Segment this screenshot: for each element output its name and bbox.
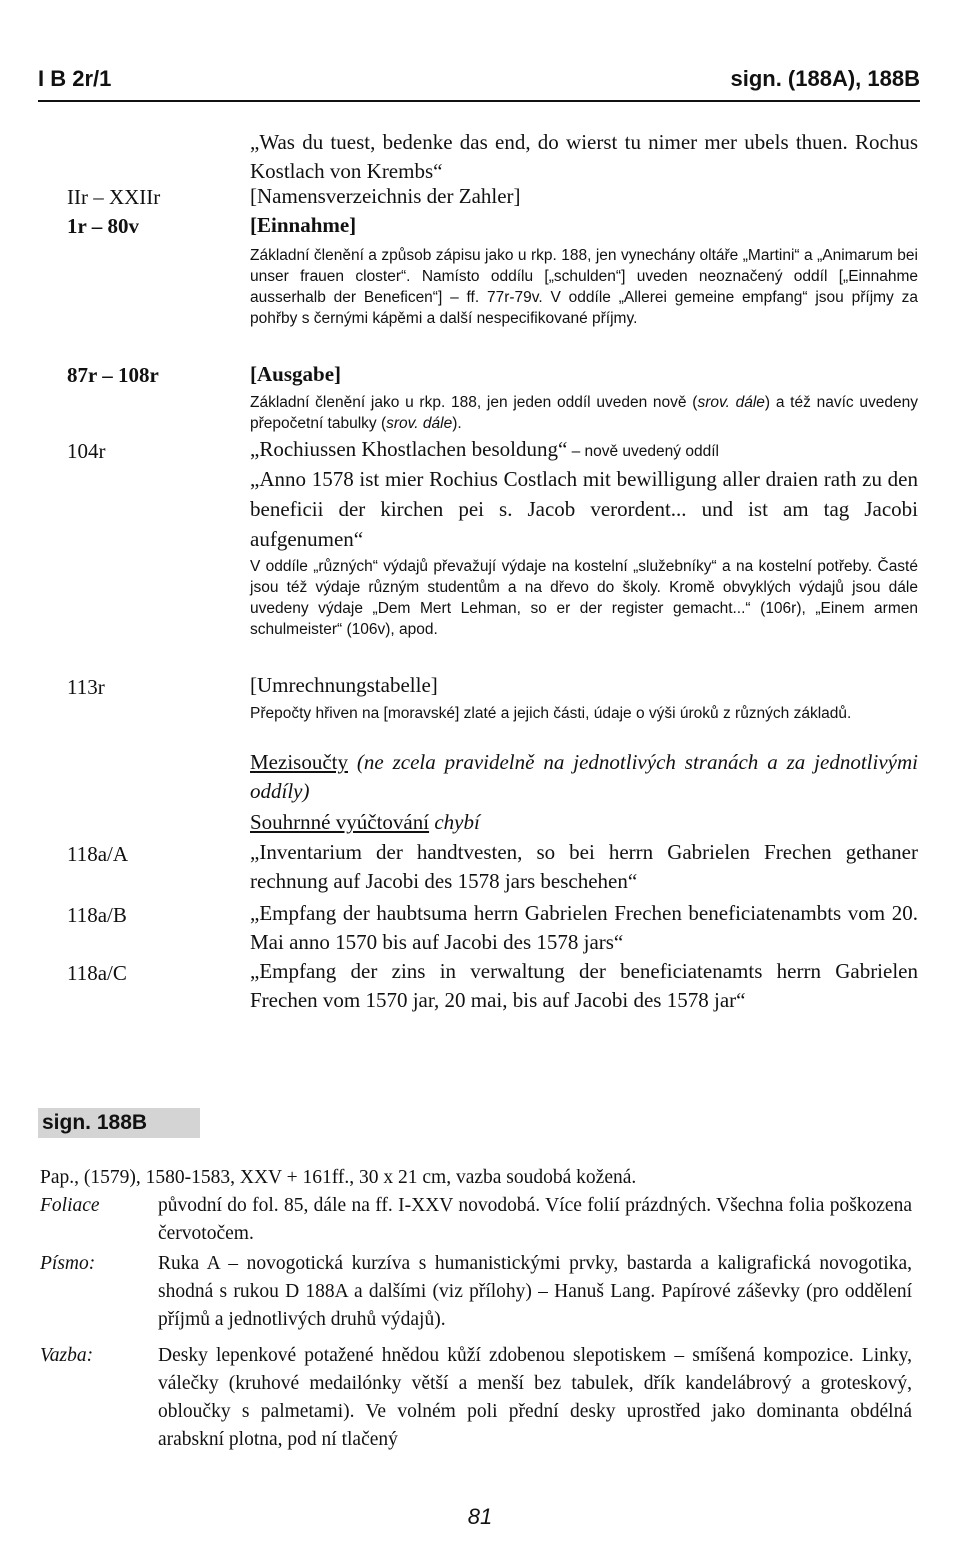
foliation-label: Foliace <box>40 1195 100 1216</box>
folio-118a-b-ref: 118a/B <box>67 903 127 927</box>
conversion-table-description: Přepočty hřiven na [moravské] zlaté a jejich části, údaje o výši úroků z různých základů. <box>250 705 852 722</box>
motto-quote: „Was du tuest, bedenke das end, do wierst tu nimer mer ubels thuen. Rochus Kostlach von Krembs“ <box>250 130 918 183</box>
header-signature: sign. (188A), 188B <box>730 66 920 91</box>
manuscript-description: Pap., (1579), 1580-1583, XXV + 161ff., 30 x 21 cm, vazba soudobá kožená. <box>40 1167 637 1188</box>
empfang-haubtsuma-quote: „Empfang der haubtsuma herrn Gabrielen Frechen beneficiatenambts vom 20. Mai anno 1570 bis auf Jacobi des 1578 jars“ <box>250 901 918 954</box>
subtotals-note: Mezisoučty (ne zcela pravidelně na jednotlivých stranách a za jednotlivými oddíly) <box>250 750 918 803</box>
folio-113r-ref: 113r <box>67 675 105 699</box>
script-text: Ruka A – novogotická kurzíva s humanistickými prvky, bastarda a kaligrafická novogotika, shodná s rukou D 188A a dalšími (viz přílohy) – Hanuš Lang. Papírové záševky (pro oddělení příjmů a jednotlivých druhů výdajů). <box>158 1253 912 1330</box>
einnahme-description: Základní členění a způsob zápisu jako u rkp. 188, jen vynechány oltáře „Martini“ a „Animarum bei unser frauen closter“. Namísto oddílu [„schulden“] uveden neoznačený oddíl [„Einnahme ausserhalb der Beneficen“] – ff. 77r-79v. V oddíle „Allerei gemeine empfang“ jsou příjmy za pohřby s černými kápěmi a další nespecifikované příjmy. <box>250 247 918 327</box>
folio-118a-a-ref: 118a/A <box>67 842 129 866</box>
various-expenses-description: V oddíle „různých“ výdajů převažují výdaje na kostelní „služebníky“ a na kostelní potřeby. Časté jsou též výdaje různým studentům a na dřevo do školy. Kromě obvyklých výdajů jsou dále uvedeny výdaje „Dem Mert Lehman, so er der register gemacht...“ (106r), „Einem armen schulmeister“ (106v), apod. <box>250 558 918 638</box>
names-heading: [Namensverzeichnis der Zahler] <box>250 184 521 208</box>
header-shelfmark: I B 2r/1 <box>38 66 112 91</box>
folio-104r-heading: „Rochiussen Khostlachen besoldung“ – nově uvedený oddíl <box>250 437 719 461</box>
ausgabe-description: Základní členění jako u rkp. 188, jen jeden oddíl uveden nově (srov. dále) a též navíc uvedeny přepočetní tabulky (srov. dále). <box>250 394 918 432</box>
foliation-text: původní do fol. 85, dále na ff. I-XXV novodobá. Více folií prázdných. Všechna folia poškozena červotočem. <box>158 1195 912 1244</box>
einnahme-heading: [Einnahme] <box>250 213 357 237</box>
running-header <box>38 66 920 102</box>
empfang-zins-quote: „Empfang der zins in verwaltung der beneficiatenamts herrn Gabrielen Frechen vom 1570 jar, 20 mai, bis auf Jacobi des 1578 jar“ <box>250 959 918 1012</box>
ausgabe-folio-ref: 87r – 108r <box>67 363 159 387</box>
names-folio-ref: IIr – XXIIr <box>67 185 161 209</box>
conversion-table-heading: [Umrechnungstabelle] <box>250 673 438 697</box>
folio-104r-ref: 104r <box>67 439 106 463</box>
script-label: Písmo: <box>40 1253 96 1274</box>
binding-label: Vazba: <box>40 1345 94 1366</box>
anno-1578-quote: „Anno 1578 ist mier Rochius Costlach mit bewilligung aller draien rath zu den beneficii der kirchen pei s. Jacob verordent... und ist am tag Jacobi aufgenumen“ <box>250 467 918 551</box>
binding-text: Desky lepenkové potažené hnědou kůží zdobenou slepotiskem – smíšená kompozice. Linky, válečky (kruhové medailónky větší a menší bez tabulek, dřík kandelábrový a groteskový, obloučky s palmetami). Ve volném poli přední desky uprostřed jako dominanta obdélná arabskní plotna, pod ní tlačený <box>158 1345 912 1450</box>
section-title-sign-188b: sign. 188B <box>38 1108 200 1138</box>
ausgabe-heading: [Ausgabe] <box>250 362 342 386</box>
inventarium-quote: „Inventarium der handtvesten, so bei herrn Gabrielen Frechen gethaner rechnung auf Jacobi des 1578 jars beschehen“ <box>250 840 918 893</box>
einnahme-folio-ref: 1r – 80v <box>67 214 139 238</box>
page-number: 81 <box>467 1504 493 1529</box>
summary-account-note: Souhrnné vyúčtování chybí <box>250 810 480 834</box>
folio-118a-c-ref: 118a/C <box>67 961 127 985</box>
